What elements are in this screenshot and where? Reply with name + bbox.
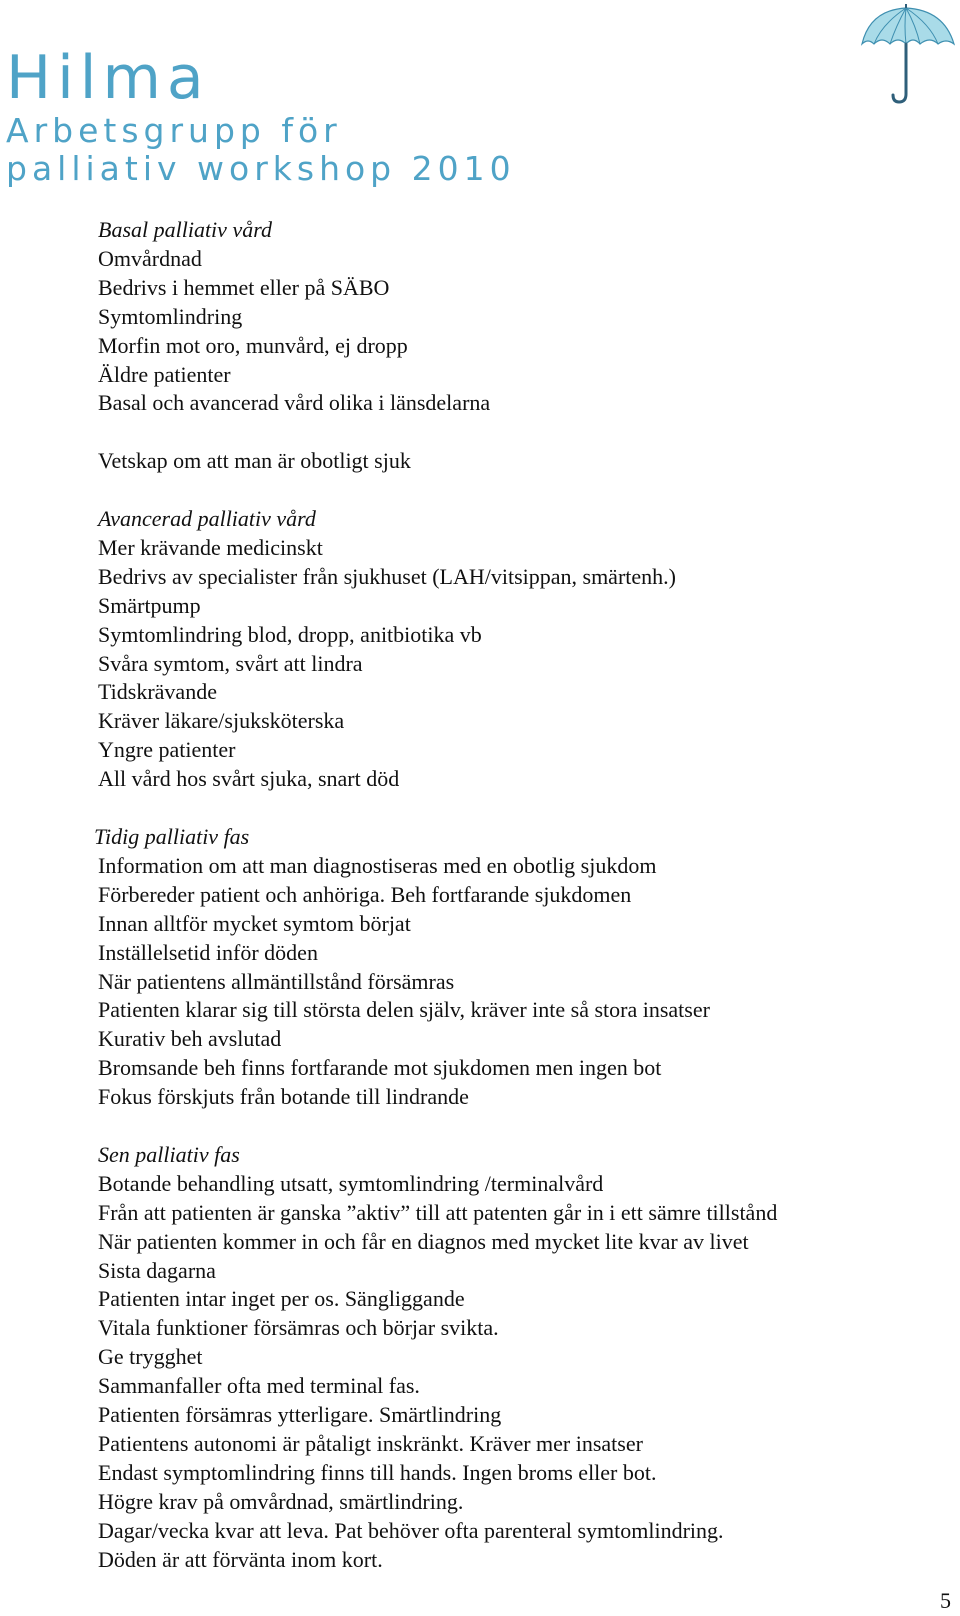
text-line: Äldre patienter bbox=[98, 361, 231, 387]
section-basal bbox=[98, 216, 938, 418]
text-line: Innan alltför mycket symtom börjat bbox=[98, 910, 411, 936]
text-line: Patienten försämras ytterligare. Smärtlindring bbox=[98, 1402, 502, 1428]
section-awareness bbox=[98, 447, 938, 476]
text-line: Basal och avancerad vård olika i länsdelarna bbox=[98, 390, 491, 416]
text-line: Symtomlindring blod, dropp, anitbiotika vb bbox=[98, 621, 482, 647]
text-line: Kräver läkare/sjuksköterska bbox=[98, 708, 345, 734]
section-title: Sen palliativ fas bbox=[98, 1141, 240, 1167]
section-late-phase bbox=[98, 1141, 938, 1575]
subtitle-line-2: palliativ workshop 2010 bbox=[6, 149, 516, 188]
text-line: Fokus förskjuts från botande till lindrande bbox=[98, 1084, 469, 1110]
text-line: Ge trygghet bbox=[98, 1344, 203, 1370]
document-header bbox=[6, 44, 516, 188]
text-line: Vitala funktioner försämras och börjar svikta. bbox=[98, 1315, 499, 1341]
text-line: Morfin mot oro, munvård, ej dropp bbox=[98, 332, 408, 358]
text-line: När patientens allmäntillstånd försämras bbox=[98, 968, 455, 994]
text-line: Förbereder patient och anhöriga. Beh fortfarande sjukdomen bbox=[98, 881, 632, 907]
section-early-phase bbox=[94, 823, 938, 1112]
text-line: Dagar/vecka kvar att leva. Pat behöver ofta parenteral symtomlindring. bbox=[98, 1517, 724, 1543]
text-line: Döden är att förvänta inom kort. bbox=[98, 1546, 383, 1572]
text-line: Sammanfaller ofta med terminal fas. bbox=[98, 1373, 420, 1399]
text-line: Högre krav på omvårdnad, smärtlindring. bbox=[98, 1488, 464, 1514]
text-line: Botande behandling utsatt, symtomlindring /terminalvård bbox=[98, 1170, 604, 1196]
text-line: När patienten kommer in och får en diagnos med mycket lite kvar av livet bbox=[98, 1228, 749, 1254]
text-line: Information om att man diagnostiseras med en obotlig sjukdom bbox=[98, 852, 657, 878]
text-line: Sista dagarna bbox=[98, 1257, 216, 1283]
section-title: Basal palliativ vård bbox=[98, 217, 272, 242]
text-line: Kurativ beh avslutad bbox=[98, 1026, 282, 1052]
text-line: Patientens autonomi är påtaligt inskränkt. Kräver mer insatser bbox=[98, 1431, 643, 1456]
text-line: Patienten klarar sig till största delen själv, kräver inte så stora insatser bbox=[98, 997, 710, 1023]
section-title: Avancerad palliativ vård bbox=[98, 506, 316, 532]
text-line: All vård hos svårt sjuka, snart död bbox=[98, 766, 400, 792]
text-line: Mer krävande medicinskt bbox=[98, 534, 323, 560]
section-title: Tidig palliativ fas bbox=[94, 823, 250, 849]
section-advanced bbox=[98, 505, 938, 794]
page-number: 5 bbox=[940, 1588, 951, 1613]
text-line: Omvårdnad bbox=[98, 245, 202, 271]
subtitle-line-1: Arbetsgrupp för bbox=[6, 111, 342, 150]
text-line: Bedrivs i hemmet eller på SÄBO bbox=[98, 274, 390, 300]
text-line: Inställelsetid inför döden bbox=[98, 939, 318, 965]
text-line: Yngre patienter bbox=[98, 737, 236, 763]
text-line: Endast symptomlindring finns till hands. Ingen broms eller bot. bbox=[98, 1459, 657, 1485]
text-line: Symtomlindring bbox=[98, 303, 243, 329]
umbrella-icon bbox=[858, 2, 958, 106]
document-body bbox=[94, 216, 938, 1603]
text-line: Patienten intar inget per os. Sängliggande bbox=[98, 1286, 465, 1312]
brand-title: Hilma bbox=[6, 43, 210, 113]
text-line: Bedrivs av specialister från sjukhuset (LAH/vitsippan, smärtenh.) bbox=[98, 563, 676, 589]
text-line: Från att patienten är ganska ”aktiv” till att patenten går in i ett sämre tillstånd bbox=[98, 1199, 778, 1225]
text-line: Vetskap om att man är obotligt sjuk bbox=[98, 448, 411, 474]
text-line: Tidskrävande bbox=[98, 679, 217, 705]
text-line: Bromsande beh finns fortfarande mot sjukdomen men ingen bot bbox=[98, 1055, 662, 1081]
text-line: Svåra symtom, svårt att lindra bbox=[98, 650, 363, 676]
text-line: Smärtpump bbox=[98, 592, 201, 618]
